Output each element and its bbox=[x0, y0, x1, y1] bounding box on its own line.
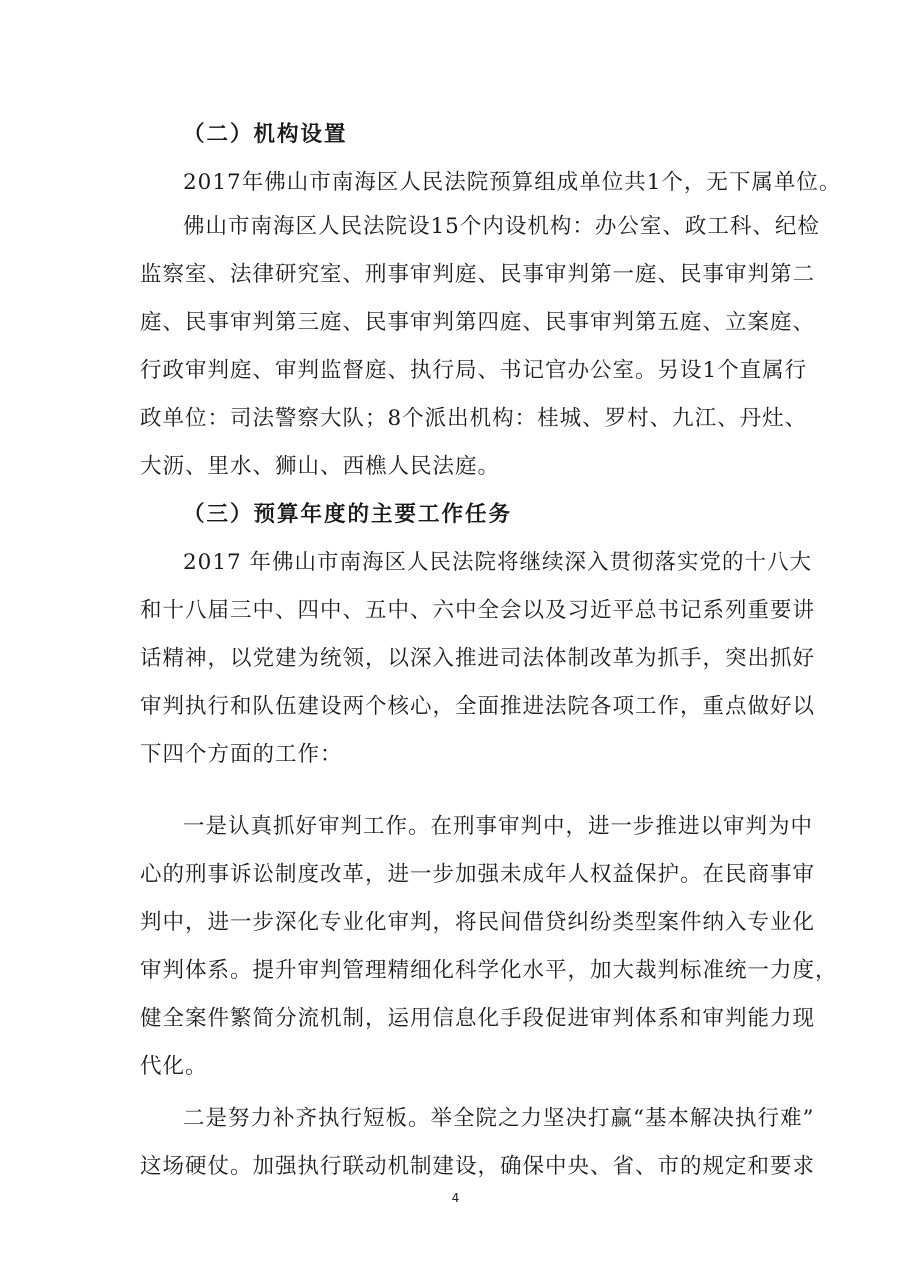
paragraph-annual-plan-line: 下四个方面的工作： bbox=[140, 742, 343, 767]
paragraph-trial-work-line: 健全案件繁简分流机制，运用信息化手段促进审判体系和审判能力现 bbox=[140, 1006, 816, 1031]
paragraph-internal-structure-line: 庭、民事审判第三庭、民事审判第四庭、民事审判第五庭、立案庭、 bbox=[140, 310, 816, 335]
paragraph-trial-work-line: 一是认真抓好审判工作。在刑事审判中，进一步推进以审判为中 bbox=[183, 814, 814, 839]
section-heading-annual-tasks: （三）预算年度的主要工作任务 bbox=[183, 502, 513, 527]
paragraph-trial-work-line: 判中，进一步深化专业化审判，将民间借贷纠纷类型案件纳入专业化 bbox=[140, 910, 816, 935]
paragraph-trial-work-line: 代化。 bbox=[140, 1054, 208, 1079]
section-heading-organization: （二）机构设置 bbox=[183, 122, 348, 147]
paragraph-annual-plan-line: 话精神，以党建为统领，以深入推进司法体制改革为抓手，突出抓好 bbox=[140, 646, 816, 671]
paragraph-internal-structure-line: 大沥、里水、狮山、西樵人民法庭。 bbox=[140, 454, 501, 479]
paragraph-internal-structure-line: 佛山市南海区人民法院设15个内设机构：办公室、政工科、纪检 bbox=[183, 214, 820, 239]
paragraph-trial-work-line: 心的刑事诉讼制度改革，进一步加强未成年人权益保护。在民商事审 bbox=[140, 862, 816, 887]
paragraph-internal-structure-line: 行政审判庭、审判监督庭、执行局、书记官办公室。另设1个直属行 bbox=[140, 358, 808, 383]
paragraph-internal-structure-line: 监察室、法律研究室、刑事审判庭、民事审判第一庭、民事审判第二 bbox=[140, 262, 816, 287]
page-number: 4 bbox=[451, 1191, 460, 1205]
paragraph-internal-structure-line: 政单位：司法警察大队；8个派出机构：桂城、罗村、九江、丹灶、 bbox=[140, 406, 808, 431]
paragraph-budget-units: 2017年佛山市南海区人民法院预算组成单位共1个，无下属单位。 bbox=[183, 170, 842, 195]
paragraph-trial-work-line: 审判体系。提升审判管理精细化科学化水平，加大裁判标准统一力度， bbox=[140, 958, 838, 983]
paragraph-annual-plan-line: 审判执行和队伍建设两个核心，全面推进法院各项工作，重点做好以 bbox=[140, 694, 816, 719]
paragraph-enforcement-line: 这场硬仗。加强执行联动机制建设，确保中央、省、市的规定和要求 bbox=[140, 1154, 816, 1179]
paragraph-annual-plan-line: 2017 年佛山市南海区人民法院将继续深入贯彻落实党的十八大 bbox=[183, 550, 813, 575]
paragraph-enforcement-line: 二是努力补齐执行短板。举全院之力坚决打赢“基本解决执行难” bbox=[183, 1106, 815, 1131]
paragraph-annual-plan-line: 和十八届三中、四中、五中、六中全会以及习近平总书记系列重要讲 bbox=[140, 598, 816, 623]
